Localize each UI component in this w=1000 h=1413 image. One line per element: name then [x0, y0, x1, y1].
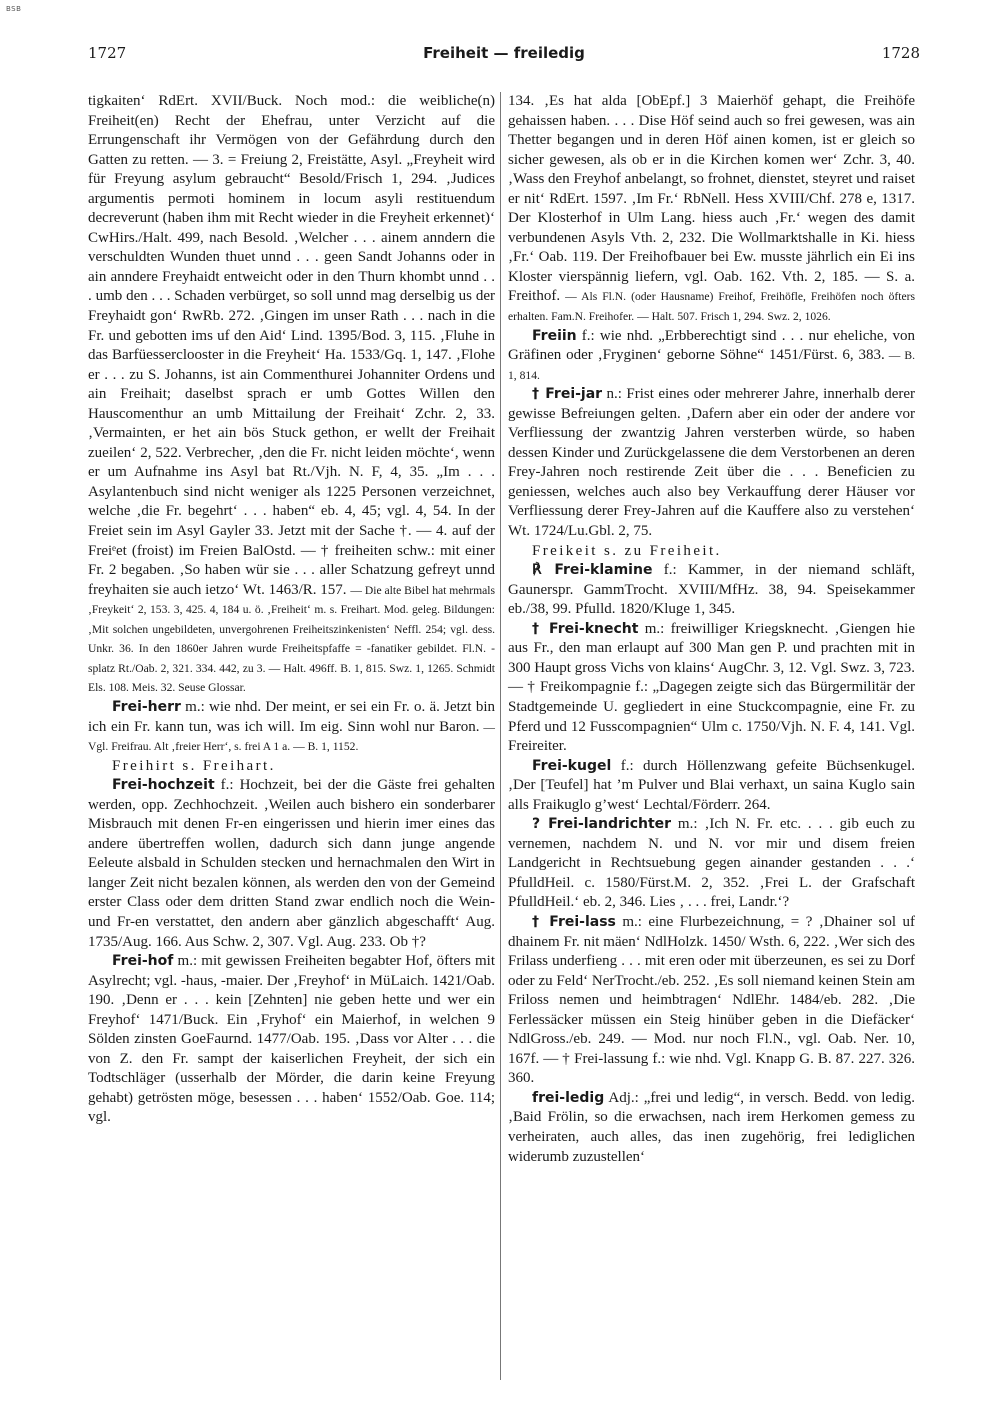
entry-text: tigkaiten‘ RdErt. XVII/Buck. Noch mod.: die weibliche(n) Freiheit(en) Recht der Ehefrau, unter Verzicht auf die Errungenschaft ihr Vermögen von der Gefährdung durch den Gatten zu retten. — 3. = Freiung 2, Freistätte, Asyl. „Freyheit wird für Freyung asylum gebraucht“ Besold/Frisch 1, 294. ‚Judices argumentis permoti hominem in locum asyli restituendum decreverunt (haben ihm mit Recht wieder in die Freyheit erkennet)‘ CwHirs./Halt. 499, nach Besold. ‚Welcher . . . ainem anndern die verschuldten Wunden thuet unnd . . . geen Sandt Johanns oder in ain anndere Freyhaidt entweicht oder in den Thurn khombt unnd . . . umb den . . . Schaden verbürget, so soll unnd mag derselbig us der Freyhaidt gon‘ RwRb. 272. ‚Gingen im unser Rath . . . nach in die Fr. und gebotten ims uf den Aid‘ Lind. 1395/Bod. 3, 115. ‚Fluhe in das Barfüesserclooster in die Freyheit‘ Ha. 1533/Gq. 1, 147. ‚Flohe er . . . zu S. Johanns, ist ain Commenthurei Johanniter Ordens und ain Freihait; daselbst sprach er umb Gottes Willen den Hauscomenthur an umb Mittailung der Freihait‘ Zchr. 2, 33. ‚Vermainten, er het ain bös Stuck gethon, er wellt der Freihait zueilen‘ 2, 522. Verbrecher, ‚den die Fr. nicht leiden möchte‘, wenn er um Aufnahme ins Asyl bat Rt./Vjh. N. F, 4, 35. „Im . . . Asylantenbuch sind nicht weniger als 1225 Personen verzeichnet, welche ‚die Fr. begehrt‘ . . . haben“ eb. 4, 45; vgl. 4, 54. In der Freiet sein im Asyl Gayler 33. Jetzt mit der Sache †. — 4. auf der Freiᵉet (froist) im Freien BalOstd. — † freiheiten schw.: mit einer Fr. 2 begaben. ‚So haben wür sie . . . aller Schatzung gefreyt unnd freyhaiten sie auch ietzo‘ Wt. 1463/R. 157. — [88, 93, 495, 598]
entry-freikeit: Freikeit s. zu Freiheit. — [532, 542, 722, 559]
right-column — [508, 92, 915, 1167]
headword: Freiin — [532, 327, 577, 344]
left-column — [88, 92, 495, 1128]
entry-frei-hochzeit — [88, 776, 495, 952]
headword: ? Frei-landrichter — [532, 816, 672, 833]
entry-text: 134. ‚Es hat alda [ObEpf.] 3 Maierhöf gehapt, die Freihöfe gehaissen haben. . . . Dise Höf seind auch so frei gewesen, was ain Thetter begangen und in deren Höf ainen komen, ist er gleich so sicher gewesen, als ob er in die Kirchen komen wer‘ Zchr. 3, 40. ‚Wass den Freyhof anbelangt, so frohnet, dienstet, steyret und raiset er nit‘ RdErt. 1597. ‚Im Fr.‘ RbNell. Hess XVIII/Chf. 278 e, 1317. Der Klosterhof in Ulm Lang. hiess auch ‚Fr.‘ wegen des damit verbundenen Asyls Vth. 2, 232. Die Wollmarktshalle in Ki. hiess ‚Fr.‘ Oab. 119. Der Freihofbauer bei Ew. musste jährlich ein Ei ins Kloster vierspännig liefern, vgl. Oab. 162. Vth. 2, 185. — S. a. Freithof. — [508, 93, 916, 305]
column-divider — [500, 92, 501, 1380]
entry-text: f.: wie nhd. „Erbberechtigt sind . . . nur eheliche, von Gräfinen oder ‚Fryginen‘ geborne Söhne“ 1451/Fürst. 6, 383. — [508, 327, 915, 364]
library-stamp: BSB — [6, 5, 22, 13]
page-header — [88, 44, 920, 66]
entry-frei-hof — [88, 952, 495, 1128]
entry-frei-herr — [88, 698, 495, 757]
entry-frei-ledig — [508, 1089, 915, 1167]
entry-frei-landrichter — [508, 815, 915, 913]
entry-text: m.: freiwilliger Kriegsknecht. ‚Giengen hie aus Fr., den man erlaupt auf 300 Man gen P. und prachten mit in 300 Haupt gross Vichs von klains‘ AugChr. 3, 12. Vgl. Swz. 3, 723. — † Freikompagnie f.: „Dagegen zeigte sich das Bürgermilitär der Stadtgemeinde U. gegliedert in eine Stuckcompagnie, eine Fr. zu Pferd und 12 Fusscompagnien“ Ulm c. 1750/Vjh. N. F. 4, 141. Vgl. Freireiter. — [508, 620, 915, 755]
headword: Frei-kugel — [532, 757, 612, 774]
entry-frei-knecht — [508, 620, 915, 757]
entry-text: n.: Frist eines oder mehrerer Jahre, innerhalb derer gewisse Befreiungen gelten. ‚Dafern aber ein oder der andere vor Verfliessung der zwantzig Jahren versterben würde, so haben dessen Kinder und Zurückgelassene die dem Verstorbenen an deren Frey-Jahren noch restirende Zeit über die . . . Beneficien zu geniessen, welches auch also bey Verkauffung derer Häuser vor Verfliessung derer Frey-Jahren auf die Kauffere also zu verstehen‘ Wt. 1724/Lu.Gbl. 2, 75. — [508, 386, 915, 540]
running-title: Freiheit — freiledig — [423, 44, 585, 62]
headword: frei-ledig — [532, 1089, 605, 1106]
entry-note: — Die alte Bibel hat mehrmals ‚Freykeit‘ 2, 153. 3, 425. 4, 184 u. ö. ‚Freiheit‘ m. s. Freihart. Mod. geleg. Bildungen: ‚Mit solchen ungebildeten, unvergohrenen Freiheitszinkenisten‘ Neffl. 254; vgl. dess. Unkr. 36. In den 1860er Jahren wurde Freiheitspfaffe = -fanatiker gebildet. Fl.N. -splatz Rt./Oab. 2, 321. 334. 442, zu 3. — Halt. 496ff. B. 1, 815. Swz. 1, 1265. Schmidt Els. 108. Meis. 32. Seuse Glossar. — [88, 583, 496, 695]
entry-frei-kugel — [508, 757, 915, 816]
headword: † Frei-knecht — [532, 620, 639, 637]
entry-text: f.: durch Höllenzwang gefeite Büchsenkugel. ‚Der [Teufel] hat ’m Pulver und Blai verhaxt, un saina Kuglo sain alls Fraikuglo g’west‘ Lechtal/Förderr. 264. — [508, 757, 915, 813]
entry-frei-lass — [508, 913, 915, 1089]
headword: ℟ Frei-klamine — [532, 562, 653, 579]
entry-text: f.: Kammer, in der niemand schläft, Gaunerspr. GammTrocht. XVIII/MfHz. 38, 94. Speisekammer eb./38, 99. Pfulld. 1820/Kluge 1, 345. — [508, 562, 915, 618]
entry-freiheit-continued — [88, 92, 495, 698]
headword: Frei-hof — [112, 953, 174, 970]
headword: Frei-herr — [112, 698, 181, 715]
entry-frei-hof-continued — [508, 92, 915, 327]
entry-frei-klamine — [508, 561, 915, 620]
entry-text: m.: mit gewissen Freiheiten begabter Hof, öfters mit Asylrecht; vgl. -haus, -maier. Der ‚Freyhof‘ in MüLaich. 1421/Oab. 190. ‚Denn er . . . kein [Zehnten] nie geben hette und wer ein Freyhof‘ 1471/Buck. Ein ‚Fryhof‘ ein Maierhof, in welchen 9 Sölden zinsten GoeFaurnd. 1477/Oab. 195. ‚Dass vor Alter . . . die von Z. den Fr. sampt der kaiserlichen Freyheit, der sich ein Todtschläger (usserhalb der Mörder, die darin keine Freyung gehabt) getrösten möge, besessen . . . haben‘ 1552/Oab. Goe. 114; vgl. — [88, 953, 495, 1126]
headword: Frei-hochzeit — [112, 777, 215, 794]
page-number-right: 1728 — [881, 44, 920, 62]
entry-text: m.: wie nhd. Der meint, er sei ein Fr. o. ä. Jetzt bin ich ein Fr. kann tun, was ich will. Im eig. Sinn wohl nur Baron. — [88, 698, 495, 735]
entry-note: — Vgl. Freifrau. Alt ‚freier Herr‘, s. frei A 1 a. — B. 1, 1152. — [88, 720, 495, 754]
entry-text: f.: Hochzeit, bei der die Gäste frei gehalten werden, opp. Zechhochzeit. ‚Weilen auch bishero ein sonderbarer Misbrauch mit denen Fr-en eingerissen und hierin imer eines das andere übertreffen wollen, dadurch sich dann junge angende Eeleute alsbald in Schulden stecken und hernachmalen den Wirt in langer Zeit nicht bezalen können, als werden den von der Gemeind erster Class oder dem dritten Stand zwar endlich noch die Wein- und Fr-en verstattet, den andern aber gänzlich abgeschafft‘ Aug. 1735/Aug. 166. Aus Schw. 2, 307. Vgl. Aug. 233. Ob †? — [88, 777, 495, 950]
entry-note: — B. 1, 814. — [508, 349, 915, 382]
entry-text: m.: eine Flurbezeichnung, = ? ‚Dhainer sol uf dhainem Fr. nit mäen‘ NdlHolzk. 1450/ Wsth. 6, 222. ‚Wer sich des Frilass underfieng . . . mit eren oder mit überzeunen, es sei zu Dorf oder zu Feld‘ NerTrocht./eb. 252. ‚Es soll niemand keinen Stein am Friloss nemen und heimbtragen‘ NdlEhr. 1484/eb. 282. ‚Die Ferlessäcker müssen ein Steig hinüber geben in die Diefäcker‘ NdlGross./eb. 249. — Mod. nur noch Fl.N., vgl. Oab. Ner. 10, 167f. — † Frei-lassung f.: wie nhd. Vgl. Knapp G. B. 87. 227. 326. 360. — [508, 913, 916, 1087]
entry-freiin — [508, 327, 915, 386]
entry-note: — Als Fl.N. (oder Hausname) Freihof, Freihöfle, Freihöfen noch öfters erhalten. Fam.N. Freihofer. — Halt. 507. Frisch 1, 294. Swz. 2, 1026. — [508, 290, 915, 324]
page-number-left: 1727 — [88, 44, 127, 62]
entry-text: Adj.: „frei und ledig“, in versch. Bedd. von ledig. ‚Baid Frölin, so die erwachsen, nach irem Herkomen gemess zu verheiraten, auch alles, das inen zugehörig, frei lediglichen widerumb zuzustellen‘ — [508, 1089, 915, 1165]
headword: † Frei-jar — [532, 386, 603, 403]
entry-freihirt: Freihirt s. Freihart. — [112, 757, 276, 774]
entry-frei-jar — [508, 385, 915, 541]
headword: † Frei-lass — [532, 913, 616, 930]
entry-text: m.: ‚Ich N. Fr. etc. . . . gib euch zu vernemen, nachdem N. und N. vor mir und disem freien Landgericht in Rechtsuebung gegen ainander gestanden . . .‘ PfulldHeil. c. 1580/Fürst.M. 2, 352. ‚Frei L. der Grafschaft PfulldHeil.‘ eb. 2, 346. Lies ‚ . . . frei, Landr.‘? — [508, 816, 915, 911]
